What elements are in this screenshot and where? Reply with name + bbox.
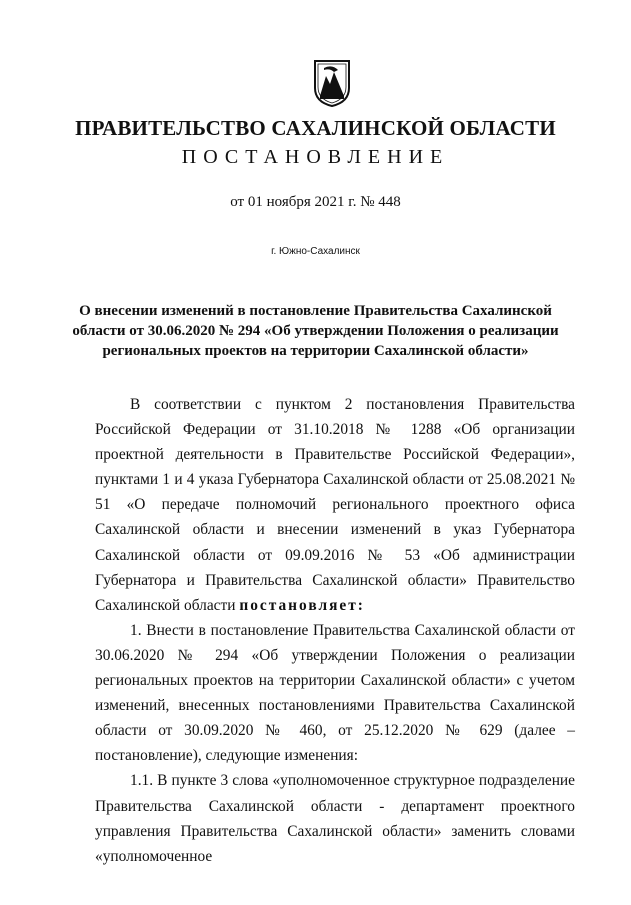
document-body (95, 392, 575, 869)
coat-of-arms-icon (312, 58, 352, 108)
government-title: ПРАВИТЕЛЬСТВО САХАЛИНСКОЙ ОБЛАСТИ (75, 116, 556, 140)
preamble-text: В соответствии с пунктом 2 постановления Правительства Российской Федерации от 31.10.2018 № 1288 «Об организации проектной деятельности в Правительстве Российской Федерации», пунктами 1 и 4 указа Губернатора Сахалинской области от 25.08.2021 № 51 «О передаче полномочий регионального проектного офиса Сахалинской области и внесении изменений в указ Губернатора Сахалинской области от 09.09.2016 № 53 «Об администрации Губернатора и Правительства Сахалинской области» Правительство Сахалинской области (95, 396, 575, 614)
document-place: г. Южно-Сахалинск (271, 246, 360, 257)
document-subject (60, 301, 571, 361)
resolves-word: постановляет: (239, 596, 365, 614)
preamble-paragraph (95, 392, 575, 618)
item-1-paragraph: 1. Внести в постановление Правительства Сахалинской области от 30.06.2020 № 294 «Об утверждении Положения о реализации региональных проектов на территории Сахалинской области» с учетом изменений, внесенных постановлениями Правительства Сахалинской области от 30.09.2020 № 460, от 25.12.2020 № 629 (далее – постановление), следующие изменения: (95, 621, 575, 765)
document-type: ПОСТАНОВЛЕНИЕ (181, 146, 450, 168)
document-date-number: от 01 ноября 2021 г. № 448 (230, 194, 401, 210)
item-1-1-paragraph: 1.1. В пункте 3 слова «уполномоченное структурное подразделение Правительства Сахалинской области - департамент проектного управления Правительства Сахалинской области» заменить словами «уполномоченное (95, 772, 575, 865)
subject-line: О внесении изменений в постановление Правительства Сахалинской (79, 303, 552, 319)
subject-line: региональных проектов на территории Сахалинской области» (102, 343, 529, 359)
subject-line: области от 30.06.2020 № 294 «Об утверждении Положения о реализации (72, 323, 559, 339)
